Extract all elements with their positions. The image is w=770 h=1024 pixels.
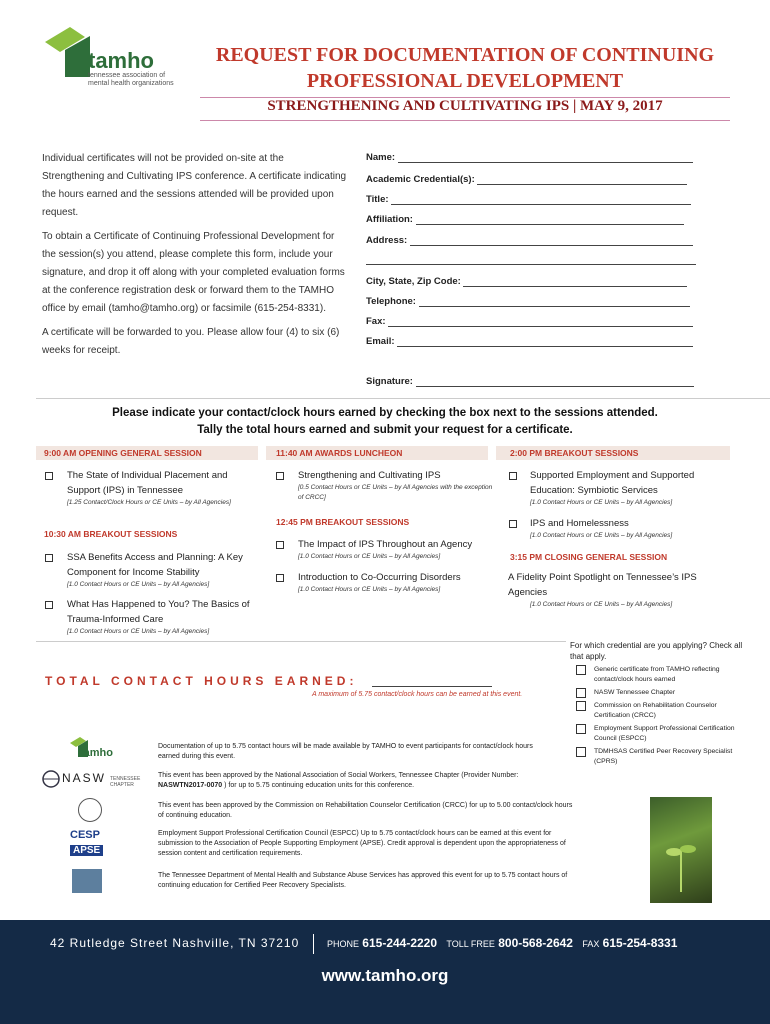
footer-divider [313, 934, 314, 954]
cesp-logo: CESP [70, 829, 100, 841]
credential-espcc [570, 724, 750, 744]
session-hours: [1.25 Contact/Clock Hours or CE Units – by All Agencies] [67, 499, 231, 506]
session-title: Strengthening and Cultivating IPS [298, 470, 441, 481]
divider-sessions [36, 641, 566, 642]
session-title: Supported Employment and Supported Education: Symbiotic Services [530, 470, 695, 496]
apse-logo: APSE [70, 845, 103, 856]
credential-tamho [570, 665, 750, 685]
credential-label: Employment Support Professional Certification Council (ESPCC) [594, 725, 735, 742]
col2-heading: 11:40 AM AWARDS LUNCHEON [276, 448, 403, 458]
fax-number[interactable]: 615-254-8331 [602, 936, 678, 951]
affiliation-row [366, 214, 684, 225]
approval-tdmhsas: The Tennessee Department of Mental Health and Substance Abuse Services has approved this event for up to 5.75 contact hours of continuing education for Certified Peer Recovery Specialists. [158, 872, 568, 889]
crcc-seal-icon [78, 798, 102, 822]
tollfree-number[interactable]: 800-568-2642 [498, 936, 573, 951]
checkbox-session-trauma[interactable] [45, 601, 53, 609]
credential-label: Academic Credential(s): [366, 174, 475, 185]
credential-label: TDMHSAS Certified Peer Recovery Specialist (CPRS) [594, 748, 733, 765]
session-impact-ips [298, 537, 493, 562]
approval-tamho: Documentation of up to 5.75 contact hours will be made available by TAMHO to event participants for contact/clock hours earned during this event. [158, 743, 533, 760]
address-label: Address: [366, 235, 408, 246]
session-ips-state [67, 468, 252, 508]
telephone-row [366, 296, 690, 307]
checkbox-session-ips-state[interactable] [45, 472, 53, 480]
address-field-2[interactable] [366, 254, 696, 265]
approval-crcc: This event has been approved by the Commission on Rehabilitation Counselor Certification (CRCC) for up to 5.00 contact/clock hours of continuing education. [158, 802, 573, 819]
name-label: Name: [366, 152, 396, 163]
credential-label: NASW Tennessee Chapter [594, 689, 676, 696]
address-row [366, 235, 693, 246]
session-title: SSA Benefits Access and Planning: A Key Component for Income Stability [67, 552, 243, 578]
total-hours-field[interactable] [372, 676, 492, 687]
credentials-box [570, 640, 750, 767]
fax-row [366, 316, 693, 327]
checkbox-session-homelessness[interactable] [509, 520, 517, 528]
telephone-label: Telephone: [366, 296, 416, 307]
checkbox-credential-tamho[interactable] [576, 665, 586, 675]
nasw-logo [42, 770, 152, 792]
city-field[interactable] [463, 276, 687, 287]
col3-heading: 2:00 PM BREAKOUT SESSIONS [510, 448, 639, 458]
checkbox-session-co-occurring[interactable] [276, 574, 284, 582]
checkbox-credential-crcc[interactable] [576, 701, 586, 711]
session-homelessness [530, 516, 730, 541]
sprout-icon [650, 797, 712, 903]
title-field[interactable] [391, 194, 691, 205]
credential-label: Commission on Rehabilitation Counselor Certification (CRCC) [594, 702, 717, 719]
tamho-small-wordmark: tamho [80, 747, 113, 759]
instructions [40, 405, 730, 439]
nasw-provider-number: NASWTN2017-0070 [158, 782, 223, 789]
session-title: A Fidelity Point Spotlight on Tennessee’s IPS Agencies [508, 572, 697, 598]
session-hours: [1.0 Contact Hours or CE Units – by All Agencies] [530, 532, 673, 539]
tamho-small-logo [68, 735, 118, 761]
phone-label: PHONE [326, 939, 359, 950]
divider-top [36, 398, 770, 399]
session-hours: [0.5 Contact Hours or CE Units – by All Agencies with the exception of CRCC] [298, 484, 493, 501]
intro-text [42, 150, 347, 360]
credential-crcc [570, 701, 750, 721]
checkbox-session-supported-employment[interactable] [509, 472, 517, 480]
approval-nasw-text-end: ) for up to 5.75 continuing education units for this conference. [222, 782, 415, 789]
session-title: The State of Individual Placement and Support (IPS) in Tennessee [67, 470, 228, 496]
total-hours-note: A maximum of 5.75 contact/clock hours can be earned at this event. [312, 691, 523, 698]
checkbox-credential-espcc[interactable] [576, 724, 586, 734]
telephone-field[interactable] [419, 296, 690, 307]
nasw-chapter: TENNESSEE CHAPTER [110, 776, 141, 788]
credential-field[interactable] [477, 174, 687, 185]
credentials-question: For which credential are you applying? Check all that apply. [570, 641, 743, 661]
credential-label: Generic certificate from TAMHO reflecting contact/clock hours earned [594, 666, 720, 683]
checkbox-credential-cprs[interactable] [576, 747, 586, 757]
logo-wordmark: tamho [88, 48, 154, 73]
session-hours: [1.0 Contact Hours or CE Units – by All Agencies] [530, 499, 673, 506]
signature-field[interactable] [416, 376, 694, 387]
credential-nasw [570, 688, 750, 698]
address-row-2 [366, 254, 696, 265]
session-cultivating-ips [298, 468, 493, 503]
affiliation-field[interactable] [416, 214, 684, 225]
fax-label: Fax: [366, 316, 386, 327]
title-line-2: PROFESSIONAL DEVELOPMENT [306, 70, 624, 92]
instructions-line-2: Tally the total hours earned and submit your request for a certificate. [197, 424, 573, 436]
session-fidelity-spotlight [508, 570, 730, 610]
conference-brochure-image [650, 797, 712, 903]
checkbox-credential-nasw[interactable] [576, 688, 586, 698]
fax-label-footer: FAX [582, 939, 600, 950]
session-co-occurring [298, 570, 493, 595]
checkbox-session-cultivating-ips[interactable] [276, 472, 284, 480]
name-row [366, 152, 693, 163]
city-label: City, State, Zip Code: [366, 276, 461, 287]
checkbox-session-impact-ips[interactable] [276, 541, 284, 549]
checkbox-session-ssa[interactable] [45, 554, 53, 562]
nasw-globe-icon [42, 770, 60, 788]
name-field[interactable] [398, 152, 693, 163]
contact-form [366, 150, 701, 390]
session-title: What Has Happened to You? The Basics of Trauma-Informed Care [67, 599, 250, 625]
phone-number[interactable]: 615-244-2220 [362, 936, 438, 951]
logo-subtitle: tennessee association of mental health organizations [88, 72, 174, 87]
approval-espcc: Employment Support Professional Certification Council (ESPCC) Up to 5.75 contact/clock hours can be earned at this event for submission to the Association of People Supporting Employment (APSE). Credit approval is dependent upon the appropriateness of session content and certification requirements. [158, 830, 566, 857]
website-link[interactable]: www.tamho.org [321, 966, 449, 985]
total-hours-label: TOTAL CONTACT HOURS EARNED: [45, 674, 358, 688]
intro-paragraph-1: Individual certificates will not be provided on-site at the Strengthening and Cultivating IPS conference. A certificate indicating the hours earned and the sessions attended will be provided upon request. [42, 153, 347, 218]
tollfree-label: TOLL FREE [446, 939, 495, 950]
city-row [366, 276, 687, 287]
address-field[interactable] [410, 235, 693, 246]
session-trauma [67, 597, 267, 637]
title-row [366, 194, 691, 205]
signature-row [366, 376, 694, 387]
page-title [200, 42, 730, 94]
session-title: Introduction to Co-Occurring Disorders [298, 572, 461, 583]
col2-heading-2: 12:45 PM BREAKOUT SESSIONS [276, 517, 410, 527]
session-title: The Impact of IPS Throughout an Agency [298, 539, 473, 550]
email-field[interactable] [397, 336, 693, 347]
session-hours: [1.0 Contact Hours or CE Units – by All Agencies] [67, 581, 210, 588]
col3-heading-2: 3:15 PM CLOSING GENERAL SESSION [510, 552, 668, 562]
session-supported-employment [530, 468, 730, 508]
instructions-line-1: Please indicate your contact/clock hours earned by checking the box next to the sessions attended. [112, 407, 658, 419]
approval-nasw-text: This event has been approved by the National Association of Social Workers, Tennessee Chapter (Provider Number: [158, 772, 519, 779]
session-hours: [1.0 Contact Hours or CE Units – by All Agencies] [67, 628, 210, 635]
email-label: Email: [366, 336, 395, 347]
col1-heading: 9:00 AM OPENING GENERAL SESSION [44, 448, 202, 458]
title-label: Title: [366, 194, 389, 205]
intro-paragraph-3: A certificate will be forwarded to you. Please allow four (4) to six (6) weeks for receipt. [42, 327, 340, 356]
session-title: IPS and Homelessness [530, 518, 629, 529]
intro-paragraph-2: To obtain a Certificate of Continuing Professional Development for the session(s) you attend, please complete this form, include your signature, and drop it off along with your completed evaluation forms at the conference registration desk or forward them to the TAMHO office by email (tamho@tamho.org) or facsimile (615-254-8331). [42, 231, 345, 314]
affiliation-label: Affiliation: [366, 214, 413, 225]
session-hours: [1.0 Contact Hours or CE Units – by All Agencies] [298, 586, 441, 593]
fax-field[interactable] [388, 316, 693, 327]
session-hours: [1.0 Contact Hours or CE Units – by All Agencies] [530, 601, 673, 608]
subtitle: STRENGTHENING AND CULTIVATING IPS | MAY 9, 2017 [267, 98, 663, 114]
approval-nasw [158, 771, 548, 791]
tdmhsas-logo [72, 869, 102, 893]
credential-cprs [570, 747, 750, 767]
title-line-1: REQUEST FOR DOCUMENTATION OF CONTINUING [215, 44, 715, 66]
session-ssa [67, 550, 262, 590]
session-hours: [1.0 Contact Hours or CE Units – by All Agencies] [298, 553, 441, 560]
credential-row [366, 174, 687, 185]
footer-contact [50, 934, 677, 954]
email-row [366, 336, 693, 347]
footer-address: 42 Rutledge Street Nashville, TN 37210 [50, 936, 300, 951]
signature-label: Signature: [366, 376, 413, 387]
nasw-wordmark: NASW [62, 771, 106, 785]
col1-heading-2: 10:30 AM BREAKOUT SESSIONS [44, 529, 178, 539]
